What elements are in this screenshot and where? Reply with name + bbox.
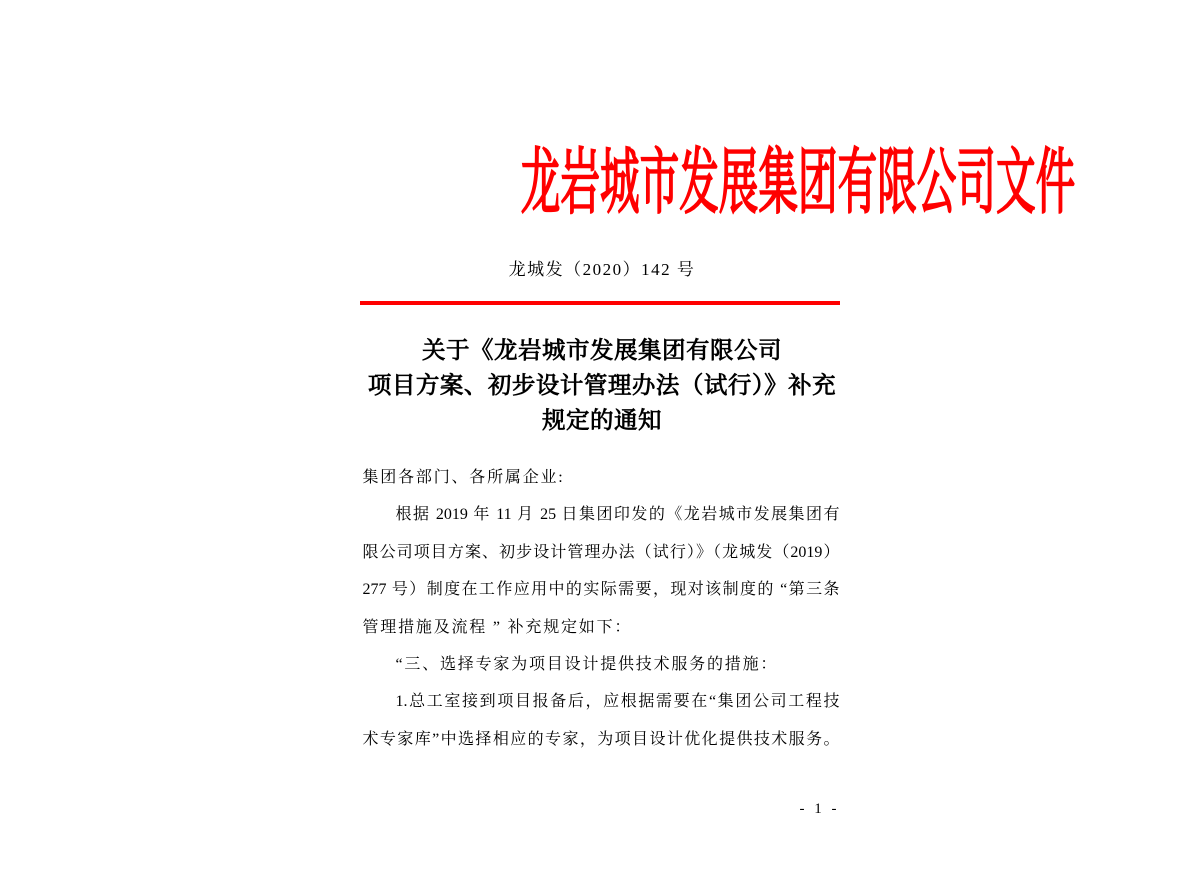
notice-title-line-2: 项目方案、初步设计管理办法（试行）》补充 [367, 373, 837, 399]
letterhead [294, 141, 1075, 225]
body-line: 限公司项目方案、初步设计管理办法（试行）》（龙城发（2019） [362, 543, 840, 561]
red-separator-line [360, 301, 840, 305]
page-number: - 1 - [799, 801, 840, 817]
body-line: 根据 2019 年 11 月 25 日集团印发的《龙岩城市发展集团有 [395, 506, 840, 524]
body-line: 1.总工室接到项目报备后，应根据需要在“集团公司工程技 [395, 693, 840, 711]
body-line: 术专家库”中选择相应的专家，为项目设计优化提供技术服务。 [362, 730, 840, 748]
body-line: 管理措施及流程 ” 补充规定如下： [362, 618, 633, 636]
letterhead-title: 龙岩城市发展集团有限公司文件 [520, 143, 1075, 223]
notice-title [294, 334, 911, 439]
body-line: “三、选择专家为项目设计提供技术服务的措施： [395, 656, 779, 674]
document-number: 龙城发（2020）142 号 [508, 260, 696, 279]
body-text [363, 459, 840, 758]
body-line: 277 号）制度在工作应用中的实际需要，现对该制度的 “第三条 [362, 581, 840, 599]
document-page [294, 0, 1075, 876]
salutation-line: 集团各部门、各所属企业: [362, 469, 565, 486]
notice-title-line-1: 关于《龙岩城市发展集团有限公司 [422, 338, 782, 364]
notice-title-line-3: 规定的通知 [542, 408, 662, 434]
